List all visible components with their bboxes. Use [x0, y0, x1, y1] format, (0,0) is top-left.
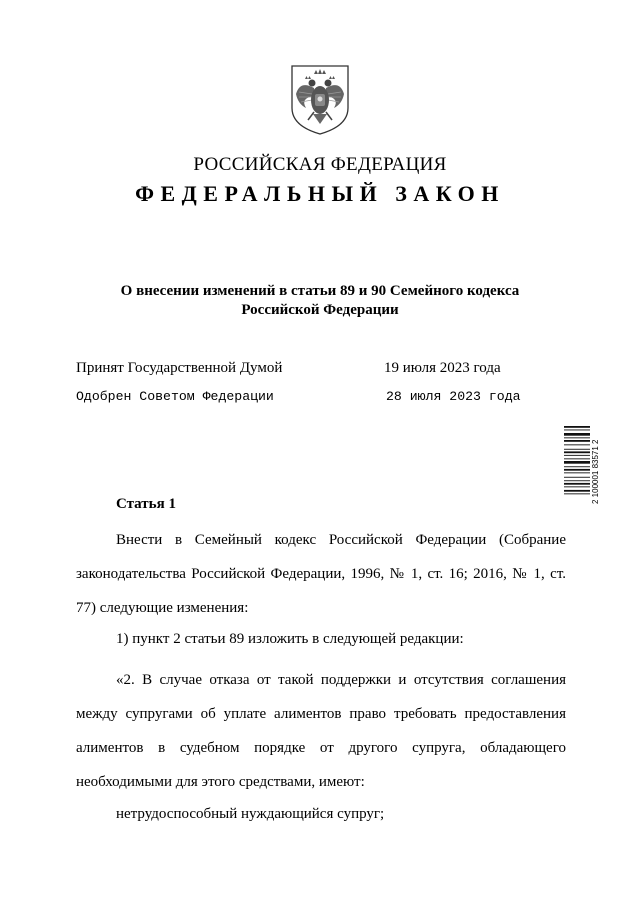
document-barcode — [558, 424, 602, 504]
article-intro-paragraph: Внести в Семейный кодекс Российской Федерации (Собрание законодательства Российской Федерации, 1996, № 1, ст. 16; 2016, № 1, ст. 77) следующие изменения: — [76, 532, 566, 616]
law-title — [60, 282, 580, 320]
article-item-1: 1) пункт 2 статьи 89 изложить в следующей редакции: — [116, 631, 464, 647]
barcode-bar — [564, 477, 590, 478]
country-name: РОССИЙСКАЯ ФЕДЕРАЦИЯ — [193, 154, 447, 175]
barcode-bar — [564, 440, 590, 442]
barcode-bar — [564, 483, 590, 485]
barcode-bar — [564, 461, 590, 464]
council-approval-label: Одобрен Советом Федерации — [76, 389, 274, 404]
law-title-line-1: О внесении изменений в статьи 89 и 90 Семейного кодекса — [120, 283, 520, 299]
barcode-bar — [564, 466, 590, 467]
duma-adoption-label: Принят Государственной Думой — [76, 360, 283, 376]
barcode-bar — [564, 437, 590, 438]
barcode-bar — [564, 493, 590, 494]
coat-of-arms-icon — [288, 64, 352, 136]
article-last-line: нетрудоспособный нуждающийся супруг; — [116, 806, 385, 822]
article-heading: Статья 1 — [116, 496, 176, 512]
barcode-bar — [564, 490, 590, 492]
barcode-bar — [564, 430, 590, 431]
barcode-bar — [564, 444, 590, 445]
law-title-line-2: Российской Федерации — [241, 302, 399, 318]
barcode-bar — [564, 486, 590, 487]
barcode-bar — [564, 449, 590, 450]
barcode-bar — [564, 451, 590, 453]
barcode-bar — [564, 469, 590, 471]
council-approval-date: 28 июля 2023 года — [386, 389, 521, 404]
duma-adoption-date: 19 июля 2023 года — [384, 360, 501, 376]
barcode-number: 2 100001 83571 2 — [591, 439, 600, 504]
barcode-bar — [564, 472, 590, 473]
barcode-bar — [564, 426, 590, 428]
barcode-bar — [564, 433, 590, 436]
barcode-bar — [564, 455, 590, 456]
barcode-bar — [564, 480, 590, 481]
quoted-amendment-paragraph: «2. В случае отказа от такой поддержки и отсутствия соглашения между супругами об уплате алиментов право требовать предоставления алиментов в судебном порядке от другого супруга, обладающего необходимыми для этого средствами, имеют: — [76, 672, 566, 790]
law-type-heading: ФЕДЕРАЛЬНЫЙ ЗАКОН — [135, 181, 505, 206]
barcode-bar — [564, 458, 590, 459]
